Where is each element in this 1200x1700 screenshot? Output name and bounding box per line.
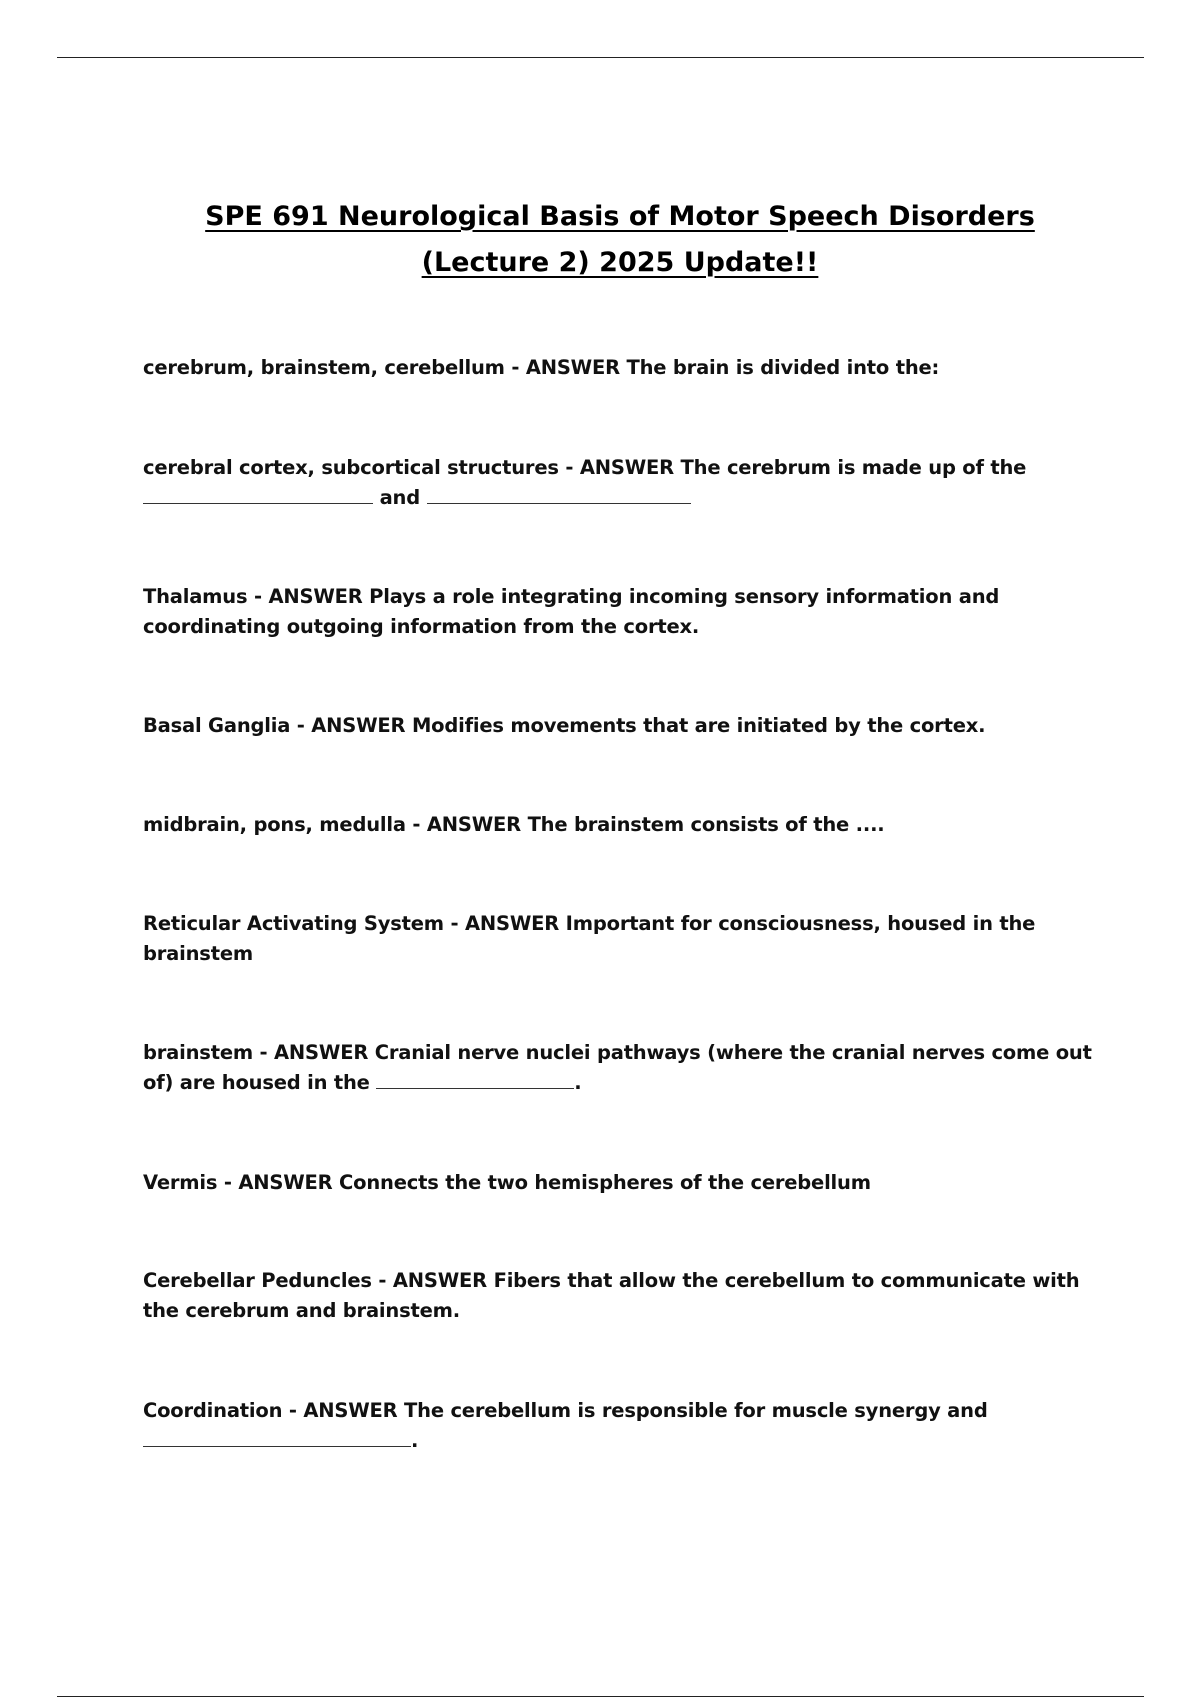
title-line-1: SPE 691 Neurological Basis of Motor Speech Disorders [205, 201, 1035, 232]
qa-item-10-end: . [411, 1429, 419, 1452]
page-title [0, 194, 1200, 286]
fill-in-blank [376, 1070, 574, 1089]
qa-item-10-text: Coordination - ANSWER The cerebellum is responsible for muscle synergy and [143, 1399, 988, 1422]
fill-in-blank [143, 485, 373, 504]
qa-item-7-end: . [574, 1071, 582, 1094]
qa-item-7 [143, 1038, 1103, 1098]
qa-item-3: Thalamus - ANSWER Plays a role integrating incoming sensory information and coordinating outgoing information from the cortex. [143, 585, 1000, 638]
bottom-divider [57, 1696, 1144, 1697]
top-divider [57, 57, 1144, 58]
qa-item-8: Vermis - ANSWER Connects the two hemispheres of the cerebellum [143, 1171, 871, 1194]
qa-item-10 [143, 1396, 1103, 1456]
qa-item-4: Basal Ganglia - ANSWER Modifies movements that are initiated by the cortex. [143, 714, 986, 737]
fill-in-blank [143, 1428, 411, 1447]
qa-item-2-text: cerebral cortex, subcortical structures - ANSWER The cerebrum is made up of the [143, 456, 1027, 479]
title-line-2: (Lecture 2) 2025 Update!! [421, 247, 819, 278]
qa-item-6: Reticular Activating System - ANSWER Important for consciousness, housed in the brainstem [143, 912, 1036, 965]
qa-item-2 [143, 453, 1103, 513]
qa-item-2-connector: and [373, 486, 427, 509]
qa-item-9: Cerebellar Peduncles - ANSWER Fibers that allow the cerebellum to communicate with the cerebrum and brainstem. [143, 1269, 1080, 1322]
qa-item-7-text: brainstem - ANSWER Cranial nerve nuclei pathways (where the cranial nerves come out of) are housed in the [143, 1041, 1092, 1094]
fill-in-blank [427, 485, 691, 504]
qa-item-1: cerebrum, brainstem, cerebellum - ANSWER The brain is divided into the: [143, 356, 940, 379]
qa-item-5: midbrain, pons, medulla - ANSWER The brainstem consists of the .... [143, 813, 885, 836]
